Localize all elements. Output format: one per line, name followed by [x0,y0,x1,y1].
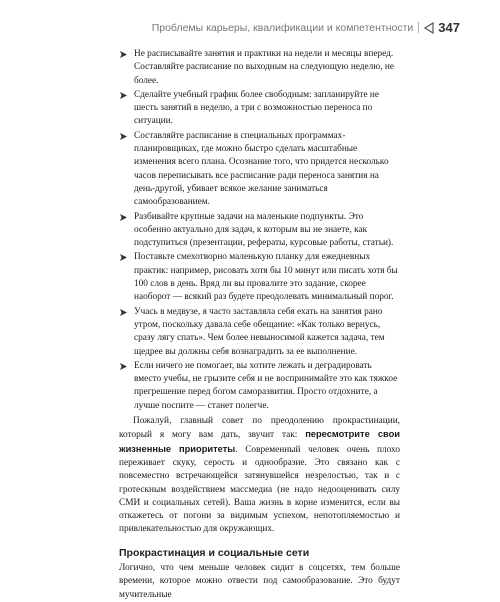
arrow-bullet-icon [120,363,127,370]
header-divider [418,22,419,33]
page-number: 347 [438,20,460,35]
list-item: Поставьте смехотворно маленькую планку для ежедневных практик: например, рисовать хотя бы 10 минут или писать хотя бы 100 слов в день. Вряд ли вы провалите это задание, скорее наоборот — всякий раз будете преодолевать минимальный порог. [119,251,400,304]
section-paragraph: Логично, что чем меньше человек сидит в соцсетях, тем больше времени, которое можно отвести под самообразование. Это будут мучительные [119,562,400,600]
arrow-bullet-icon [120,309,127,316]
page-body [119,48,400,602]
arrow-bullet-icon [120,214,127,221]
body-paragraph: Пожалуй, главный совет по преодолению прокрастинации, который я могу вам дать, звучит так: пересмотрите свои жизненные приоритеты. Современный человек очень плохо переживает скуку, серость и однообразие. Это связано как с повсеместно встречающейся затянувшейся незрелостью, так и с гротескным воздействием массмедиа (не надо недооценивать силу СМИ и социальных сетей). Ваша жизнь в корне изменится, если вы откажетесь от погони за видимым успехом, непотопляемостью и привлекательностью для окружающих. [119,416,400,535]
emphasis-text: пересмотрите свои жизненные приоритеты [119,429,400,454]
arrow-bullet-icon [120,254,127,261]
arrow-bullet-icon [120,51,127,58]
list-item: Учась в медвузе, я часто заставляла себя ехать на занятия рано утром, поскольку давала себе обещание: «Как только вернусь, сразу лягу спать». Чем более невыносимой кажется задача, тем щедрее вы должны себя вознаградить за ее выполнение. [119,306,400,359]
list-item: Сделайте учебный график более свободным: запланируйте не шесть занятий в неделю, а три с возможностью переноса по ситуации. [119,89,400,129]
section-heading: Прокрастинация и социальные сети [119,546,310,559]
triangle-left-icon [424,22,434,34]
chapter-title: Проблемы карьеры, квалификации и компетентности [151,21,414,34]
list-item: Если ничего не помогает, вы хотите лежать и деградировать вместо учебы, не грызите себя и не воспринимайте это как тяжкое прегрешение перед богом саморазвития. Просто отдохните, а лучше поспите — станет полегче. [119,360,400,413]
running-header [120,20,460,35]
list-item: Не расписывайте занятия и практики на недели и месяцы вперед. Составляйте расписание по выходным на следующую неделю, не более. [119,48,400,88]
list-item: Составляйте расписание в специальных программах-планировщиках, где можно быстро сделать масштабные изменения всего плана. Осознание того, что придется несколько часов переписывать все расписание ради переноса занятия на день-другой, убивает всякое желание заниматься самообразованием. [119,130,400,210]
arrow-bullet-icon [120,133,127,140]
list-item: Разбивайте крупные задачи на маленькие подпункты. Это особенно актуально для задач, к которым вы не знаете, как подступиться (презентации, рефераты, курсовые работы, статьи). [119,211,400,251]
arrow-bullet-icon [120,92,127,99]
